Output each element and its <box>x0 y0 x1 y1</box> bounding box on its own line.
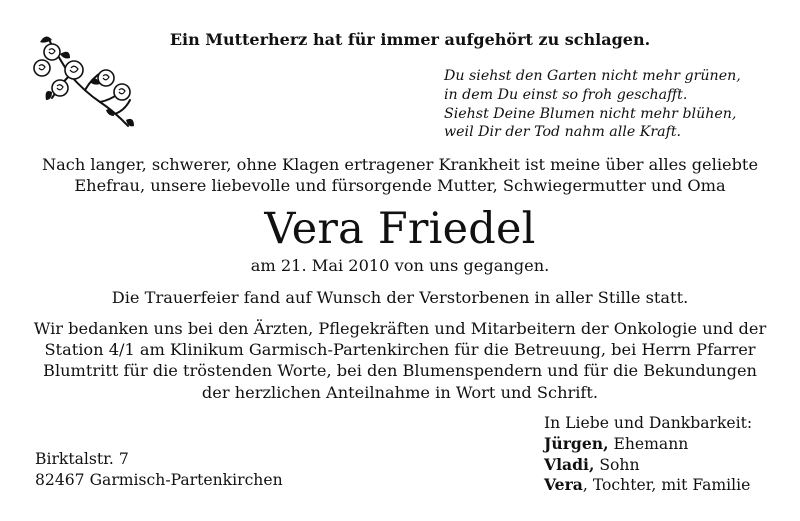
poem-line: in dem Du einst so froh geschafft. <box>444 86 688 103</box>
thanks-line: Blumtritt für die tröstenden Worte, bei den Blumenspendern und für die Bekundungen <box>43 361 757 381</box>
thanks-line: Wir bedanken uns bei den Ärzten, Pflegekräften und Mitarbeitern der Onkologie und der <box>33 319 767 338</box>
signoff-intro: In Liebe und Dankbarkeit: <box>544 414 753 432</box>
mourner <box>544 455 752 476</box>
mourner <box>544 434 752 455</box>
intro-line: Ehefrau, unsere liebevolle und fürsorgende Mutter, Schwiegermutter und Oma <box>74 176 726 195</box>
address-street: Birktalstr. 7 <box>35 450 129 468</box>
thanks-text <box>0 318 800 403</box>
poem-line: Du siehst den Garten nicht mehr grünen, <box>444 68 741 84</box>
thanks-line: Station 4/1 am Klinikum Garmisch-Partenkirchen für die Betreuung, bei Herrn Pfarrer <box>44 340 756 360</box>
mourner <box>544 475 752 496</box>
poem <box>444 67 789 142</box>
address <box>35 449 283 491</box>
mourner-name: Vladi, <box>544 454 595 474</box>
signoff <box>544 413 752 496</box>
mourner-name: Vera <box>544 475 583 495</box>
mourner-relation: Sohn <box>594 455 640 474</box>
address-city: 82467 Garmisch-Partenkirchen <box>35 471 283 489</box>
intro-line: Nach langer, schwerer, ohne Klagen ertragener Krankheit ist meine über alles geliebte <box>41 155 759 174</box>
mourner-relation: Ehemann <box>608 434 689 453</box>
intro-text <box>0 154 800 196</box>
poem-line: Siehst Deine Blumen nicht mehr blühen, <box>444 105 737 122</box>
roses-icon <box>30 30 140 130</box>
deceased-name: Vera Friedel <box>264 204 536 254</box>
poem-line: weil Dir der Tod nahm alle Kraft. <box>444 124 682 141</box>
date-of-death: am 21. Mai 2010 von uns gegangen. <box>250 256 550 275</box>
thanks-line: der herzlichen Anteilnahme in Wort und Schrift. <box>201 382 599 402</box>
mourner-relation: , Tochter, mit Familie <box>582 476 751 495</box>
headline: Ein Mutterherz hat für immer aufgehört zu schlagen. <box>169 30 651 49</box>
funeral-note: Die Trauerfeier fand auf Wunsch der Verstorbenen in aller Stille statt. <box>111 288 689 307</box>
mourner-name: Jürgen, <box>544 433 609 453</box>
